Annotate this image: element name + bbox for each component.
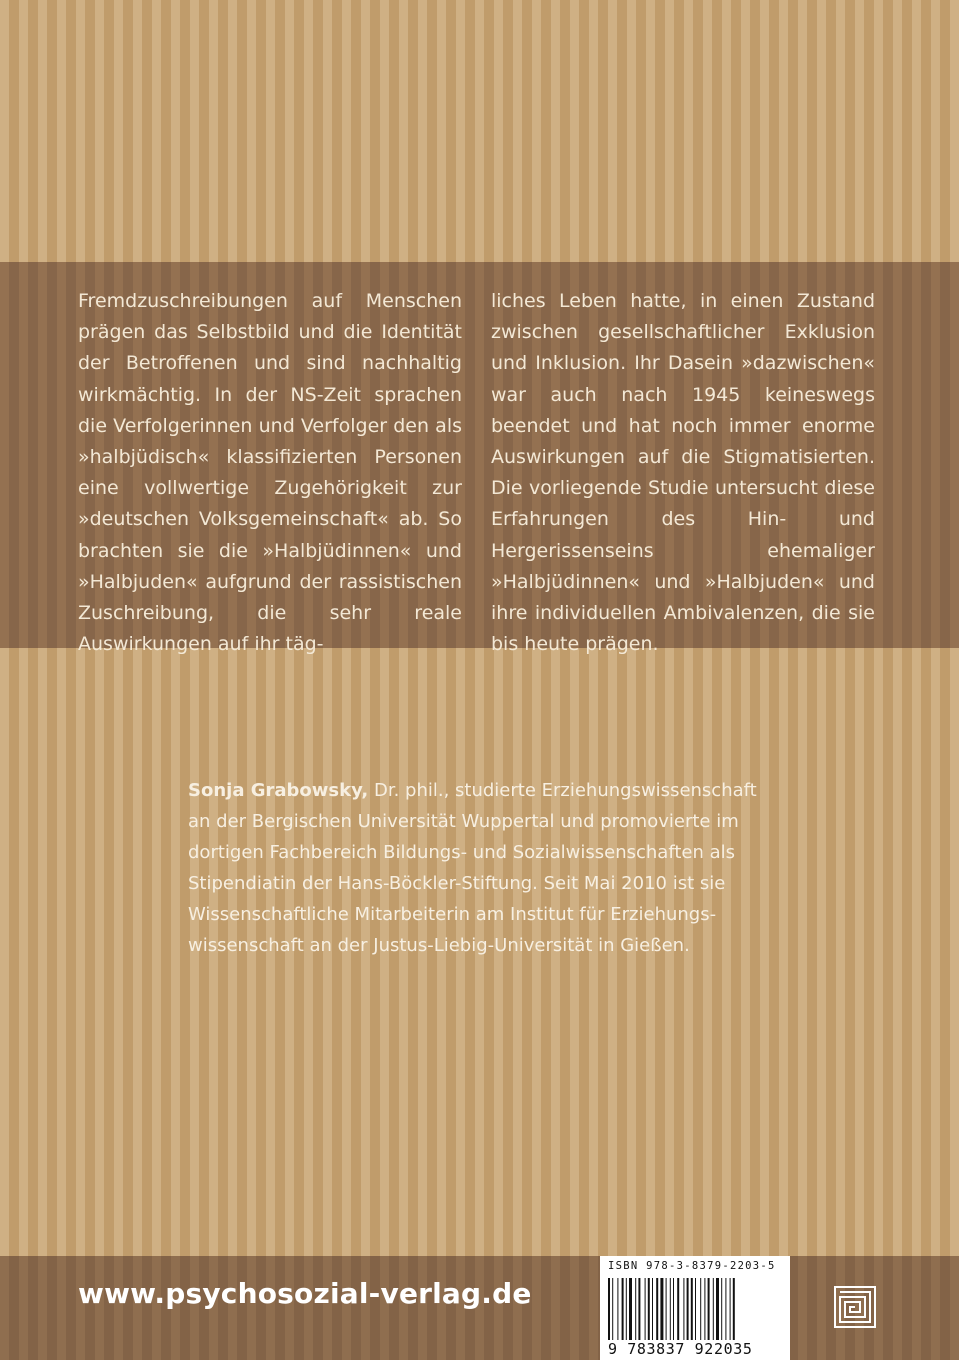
isbn-barcode [600, 1256, 790, 1360]
barcode-bar [730, 1278, 731, 1340]
barcode-bar [656, 1278, 658, 1340]
barcode-bar [629, 1278, 632, 1340]
barcode-bar [704, 1278, 705, 1340]
barcode-bar [666, 1278, 667, 1340]
barcode-bars [606, 1278, 784, 1340]
barcode-bar [608, 1278, 610, 1340]
barcode-bar [645, 1278, 646, 1340]
blurb-right-column: liches Leben hatte, in einen Zustand zwischen gesellschaftlicher Exklusion und Inklusion. Ihr Dasein »dazwischen« war auch nach 1945 keineswegs beendet und hat noch immer enorme Auswirkungen auf die Stigmatisierten. Die vorliegende Studie untersucht diese Erfahrungen des Hin- und Hergerissenseins ehemaliger »Halbjüdinnen« und »Halbjuden« und ihre individuellen Ambivalenzen, die sie bis heute prägen. [491, 290, 875, 656]
barcode-bar [670, 1278, 671, 1340]
blurb-left-column: Fremdzuschreibungen auf Menschen prägen das Selbstbild und die Identität der Betroffenen und sind nachhaltig wirkmächtig. In der NS-Zeit sprachen die Verfolgerinnen und Verfolger den als »halbjüdisch« klassifizierten Personen eine vollwertige Zugehörigkeit zur »deutschen Volksgemeinschaft« ab. So brachten sie die »Halbjüdinnen« und »Halbjuden« aufgrund der rassistischen Zuschreibung, die sehr reale Auswirkungen auf ihr täg- [78, 290, 462, 656]
author-bio [188, 775, 766, 961]
barcode-bar [683, 1278, 684, 1340]
barcode-bar [733, 1278, 735, 1340]
barcode-number: 9 783837 922035 [608, 1340, 753, 1358]
barcode-bar [626, 1278, 627, 1340]
barcode-bar [652, 1278, 653, 1340]
barcode-bar [638, 1278, 640, 1340]
barcode-bar [721, 1278, 722, 1340]
barcode-bar [673, 1278, 674, 1340]
author-bio-text: Dr. phil., studierte Erziehungswissenschaft an der Bergischen Universität Wuppertal und promovierte im dortigen Fachbereich Bildungs- und Sozialwissenschaften als Stipendiatin der Hans-Böckler-Stiftung. Seit Mai 2010 ist sie Wissenschaftliche Mitarbeiterin am Institut für Erziehungswissenschaft an der Justus-Liebig-Universität in Gießen. [188, 780, 757, 956]
barcode-bar [700, 1278, 701, 1340]
maze-logo-icon [834, 1286, 876, 1328]
isbn-label: ISBN 978-3-8379-2203-5 [608, 1260, 776, 1272]
publisher-website-link[interactable]: www.psychosozial-verlag.de [78, 1277, 532, 1310]
barcode-bar [716, 1278, 719, 1340]
author-name: Sonja Grabowsky, [188, 780, 369, 801]
barcode-bar [725, 1278, 726, 1340]
barcode-bar [648, 1278, 650, 1340]
barcode-bar [617, 1278, 618, 1340]
barcode-bar [713, 1278, 714, 1340]
barcode-bar [635, 1278, 636, 1340]
barcode-bar [677, 1278, 679, 1340]
barcode-bar [687, 1278, 689, 1340]
barcode-bar [622, 1278, 624, 1340]
barcode-bar [695, 1278, 696, 1340]
barcode-bar [708, 1278, 710, 1340]
barcode-bar [660, 1278, 663, 1340]
barcode-bar [612, 1278, 613, 1340]
barcode-bar [691, 1278, 693, 1340]
